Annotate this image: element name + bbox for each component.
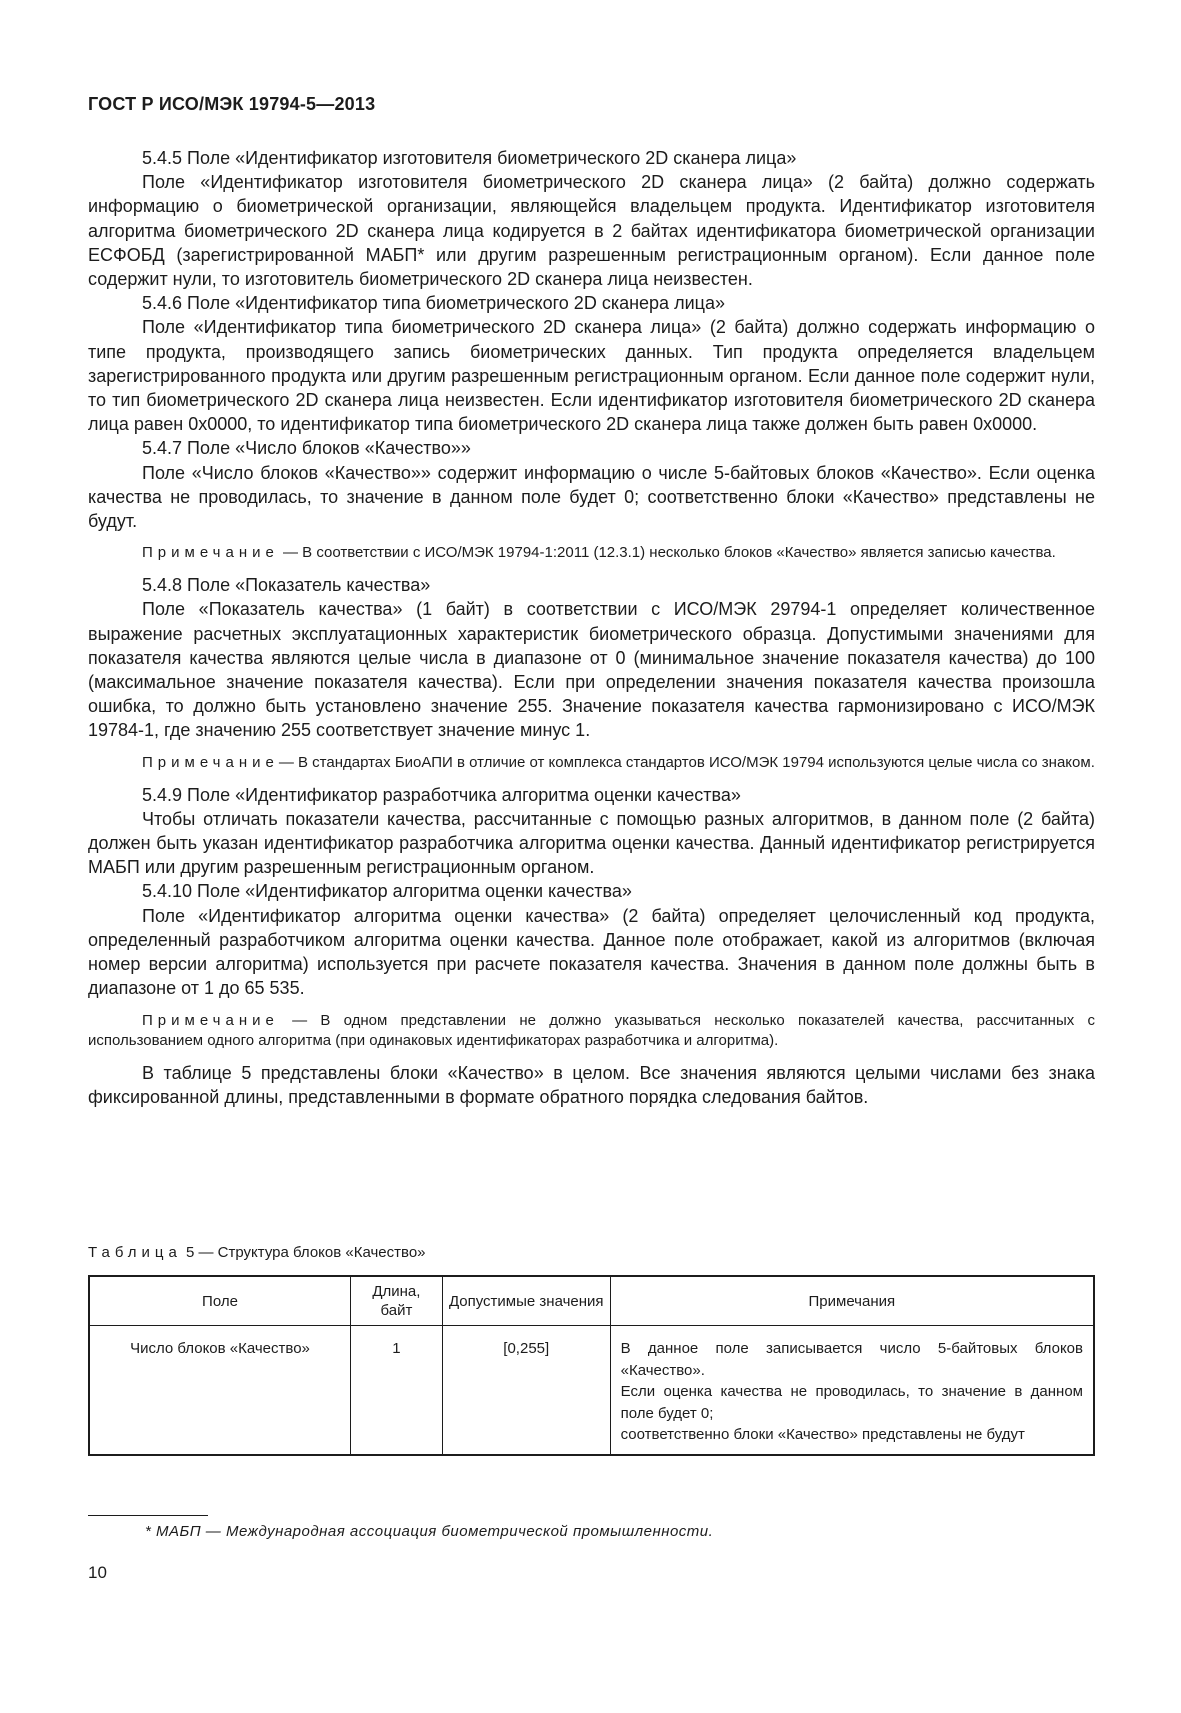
note-text: — В одном представлении не должно указываться несколько показателей качества, рассчитанных с использованием одного алгоритма (при одинаковых идентификаторах разработчика и алгоритма). xyxy=(88,1011,1095,1049)
section-heading-5-4-10: 5.4.10 Поле «Идентификатор алгоритма оценки качества» xyxy=(142,881,632,902)
paragraph: Поле «Число блоков «Качество»» содержит информацию о числе 5-байтовых блоков «Качество». Если оценка качества не проводилась, то значение в данном поле будет 0; соответственно блоки «Качество» представлены не будут. xyxy=(88,462,1095,532)
standard-header: ГОСТ Р ИСО/МЭК 19794-5—2013 xyxy=(88,94,376,114)
note xyxy=(88,543,1095,563)
header-values: Допустимые значения xyxy=(442,1276,610,1326)
table-caption-label: Таблица xyxy=(88,1244,182,1261)
table-row xyxy=(89,1326,1094,1455)
page-number: 10 xyxy=(88,1563,107,1582)
main-content xyxy=(88,146,1095,1109)
cell-field: Число блоков «Качество» xyxy=(89,1326,350,1455)
header-field: Поле xyxy=(89,1276,350,1326)
section-heading-5-4-7: 5.4.7 Поле «Число блоков «Качество»» xyxy=(142,438,471,459)
note-label: Примечание xyxy=(142,753,279,771)
cell-length: 1 xyxy=(350,1326,442,1455)
note-label: Примечание xyxy=(142,1011,279,1029)
section-heading-5-4-6: 5.4.6 Поле «Идентификатор типа биометрического 2D сканера лица» xyxy=(142,293,725,314)
note-line: В данное поле записывается число 5-байтовых блоков «Качество». xyxy=(620,1340,1083,1379)
paragraph: Поле «Идентификатор изготовителя биометрического 2D сканера лица» (2 байта) должно содержать информацию о биометрической организации, являющейся владельцем продукта. Идентификатор изготовителя алгоритма биометрического 2D сканера лица кодируется в 2 байтах идентификатора биометрической организации ЕСФОБД (зарегистрированной МАБП* или другим разрешенным регистрационным органом). Если данное поле содержит нули, то изготовитель биометрического 2D сканера лица неизвестен. xyxy=(88,172,1095,290)
paragraph: Поле «Идентификатор типа биометрического 2D сканера лица» (2 байта) должно содержать информацию о типе продукта, производящего запись биометрических данных. Тип продукта определяется владельцем зарегистрированного продукта или другим разрешенным регистрационным органом. Если данное поле содержит нули, то тип биометрического 2D сканера лица неизвестен. Если идентификатор изготовителя биометрического 2D сканера лица равен 0x0000, то идентификатор типа биометрического 2D сканера лица также должен быть равен 0x0000. xyxy=(88,317,1095,435)
header-length: Длина, байт xyxy=(350,1276,442,1326)
section-heading-5-4-5: 5.4.5 Поле «Идентификатор изготовителя биометрического 2D сканера лица» xyxy=(142,148,797,168)
note-label: Примечание xyxy=(142,544,279,562)
paragraph: Поле «Показатель качества» (1 байт) в соответствии с ИСО/МЭК 29794-1 определяет количественное выражение расчетных эксплуатационных характеристик биометрического образца. Допустимыми значениями для показателя качества являются целые числа в диапазоне от 0 (минимальное значение показателя качества) до 100 (максимальное значение показателя качества). Если при определении значения показателя качества произошла ошибка, то должно быть установлено значение 255. Значение показателя качества гармонизировано с ИСО/МЭК 19784-1, где значению 255 соответствует значение минус 1. xyxy=(88,599,1095,741)
paragraph: Чтобы отличать показатели качества, рассчитанные с помощью разных алгоритмов, в данном поле (2 байта) должен быть указан идентификатор разработчика алгоритма оценки качества. Данный идентификатор регистрируется МАБП или другим разрешенным регистрационным органом. xyxy=(88,808,1095,878)
paragraph: Поле «Идентификатор алгоритма оценки качества» (2 байта) определяет целочисленный код продукта, определенный разработчиком алгоритма оценки качества. Данное поле отображает, какой из алгоритмов (включая номер версии алгоритма) используется при расчете показателя качества. Значения в данном поле должны быть в диапазоне от 1 до 65 535. xyxy=(88,905,1095,999)
section-heading-5-4-9: 5.4.9 Поле «Идентификатор разработчика алгоритма оценки качества» xyxy=(142,784,741,805)
note-text: — В соответствии с ИСО/МЭК 19794-1:2011 (12.3.1) несколько блоков «Качество» является записью качества. xyxy=(278,544,1056,562)
note-line: соответственно блоки «Качество» представлены не будут xyxy=(620,1426,1025,1443)
footnote-divider xyxy=(88,1515,208,1516)
table-header-row xyxy=(89,1276,1094,1326)
cell-notes xyxy=(610,1326,1094,1455)
paragraph: В таблице 5 представлены блоки «Качество» в целом. Все значения являются целыми числами без знака фиксированной длины, представленными в формате обратного порядка следования байтов. xyxy=(88,1062,1095,1107)
note xyxy=(88,1011,1095,1051)
note-line: Если оценка качества не проводилась, то значение в данном поле будет 0; xyxy=(620,1383,1083,1422)
note-text: — В стандартах БиоАПИ в отличие от комплекса стандартов ИСО/МЭК 19794 используются целые числа со знаком. xyxy=(278,753,1095,771)
section-heading-5-4-8: 5.4.8 Поле «Показатель качества» xyxy=(142,575,431,596)
table-caption xyxy=(88,1243,426,1263)
table-caption-text: 5 — Структура блоков «Качество» xyxy=(181,1244,426,1261)
quality-blocks-table xyxy=(88,1275,1095,1456)
cell-values: [0,255] xyxy=(442,1326,610,1455)
footnote: * МАБП — Международная ассоциация биометрической промышленности. xyxy=(145,1523,714,1540)
note xyxy=(88,753,1095,773)
header-notes: Примечания xyxy=(610,1276,1094,1326)
